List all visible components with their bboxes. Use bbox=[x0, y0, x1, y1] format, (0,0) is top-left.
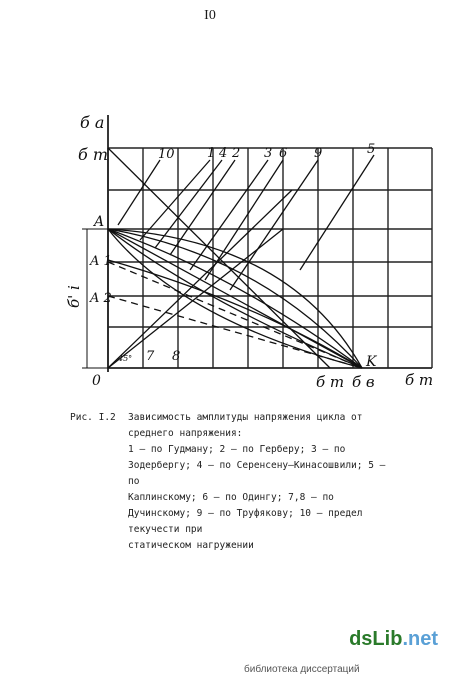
curve-label-3: 3 bbox=[264, 146, 273, 161]
curve-label-5: 5 bbox=[367, 142, 376, 157]
curve-1-goodman bbox=[108, 229, 362, 368]
watermark-logo bbox=[338, 628, 438, 651]
caption-legend-line-2: Каплинскому; 6 – по Одингу; 7,8 – по Дучинскому; 9 – по Труфякову; 10 – предел текучести при bbox=[128, 492, 363, 535]
label-origin: 0 bbox=[92, 373, 101, 389]
label-sigma-i: б' i bbox=[65, 285, 83, 308]
curve-label-8: 8 bbox=[172, 349, 181, 364]
leader-9 bbox=[230, 160, 318, 290]
label-sigma-t-x: б т bbox=[316, 373, 345, 391]
label-sigma-m: б m bbox=[405, 371, 434, 389]
page-number: I0 bbox=[204, 8, 216, 23]
watermark-subtitle: библиотека диссертаций bbox=[244, 664, 360, 675]
label-sigma-a: б a bbox=[80, 113, 105, 132]
point-label-a1: A 1 bbox=[90, 254, 112, 269]
caption-legend-line-3: статическом нагружении bbox=[128, 540, 254, 551]
watermark-tld: .net bbox=[402, 628, 438, 650]
curve-label-7: 7 bbox=[146, 349, 155, 364]
watermark-brand: dsLib bbox=[349, 628, 403, 650]
label-sigma-b-x: б в bbox=[352, 373, 375, 391]
figure-caption bbox=[70, 410, 400, 554]
curve-label-1: 1 bbox=[207, 146, 216, 161]
leader-5 bbox=[300, 155, 374, 270]
label-sigma-t-y: б т bbox=[78, 145, 109, 164]
curve-label-6: 6 bbox=[279, 146, 288, 161]
point-label-a: A bbox=[94, 214, 105, 230]
curve-label-9: 9 bbox=[314, 146, 323, 161]
point-label-a2: A 2 bbox=[90, 291, 112, 306]
curve-label-4: 4 bbox=[219, 146, 228, 161]
angle-label: 45° bbox=[118, 354, 133, 363]
point-label-k: K bbox=[366, 354, 377, 370]
curve-label-10: 10 bbox=[158, 147, 175, 162]
caption-title: Зависимость амплитуды напряжения цикла от среднего напряжения: bbox=[128, 412, 363, 439]
leader-1 bbox=[140, 160, 210, 240]
caption-legend-line-1: 1 – по Гудману; 2 – по Герберу; 3 – по Зодербергу; 4 – по Серенсену–Кинасошвили; 5 – по bbox=[128, 444, 386, 487]
caption-fig-label: Рис. I.2 bbox=[70, 412, 116, 423]
curve-label-2: 2 bbox=[232, 146, 241, 161]
